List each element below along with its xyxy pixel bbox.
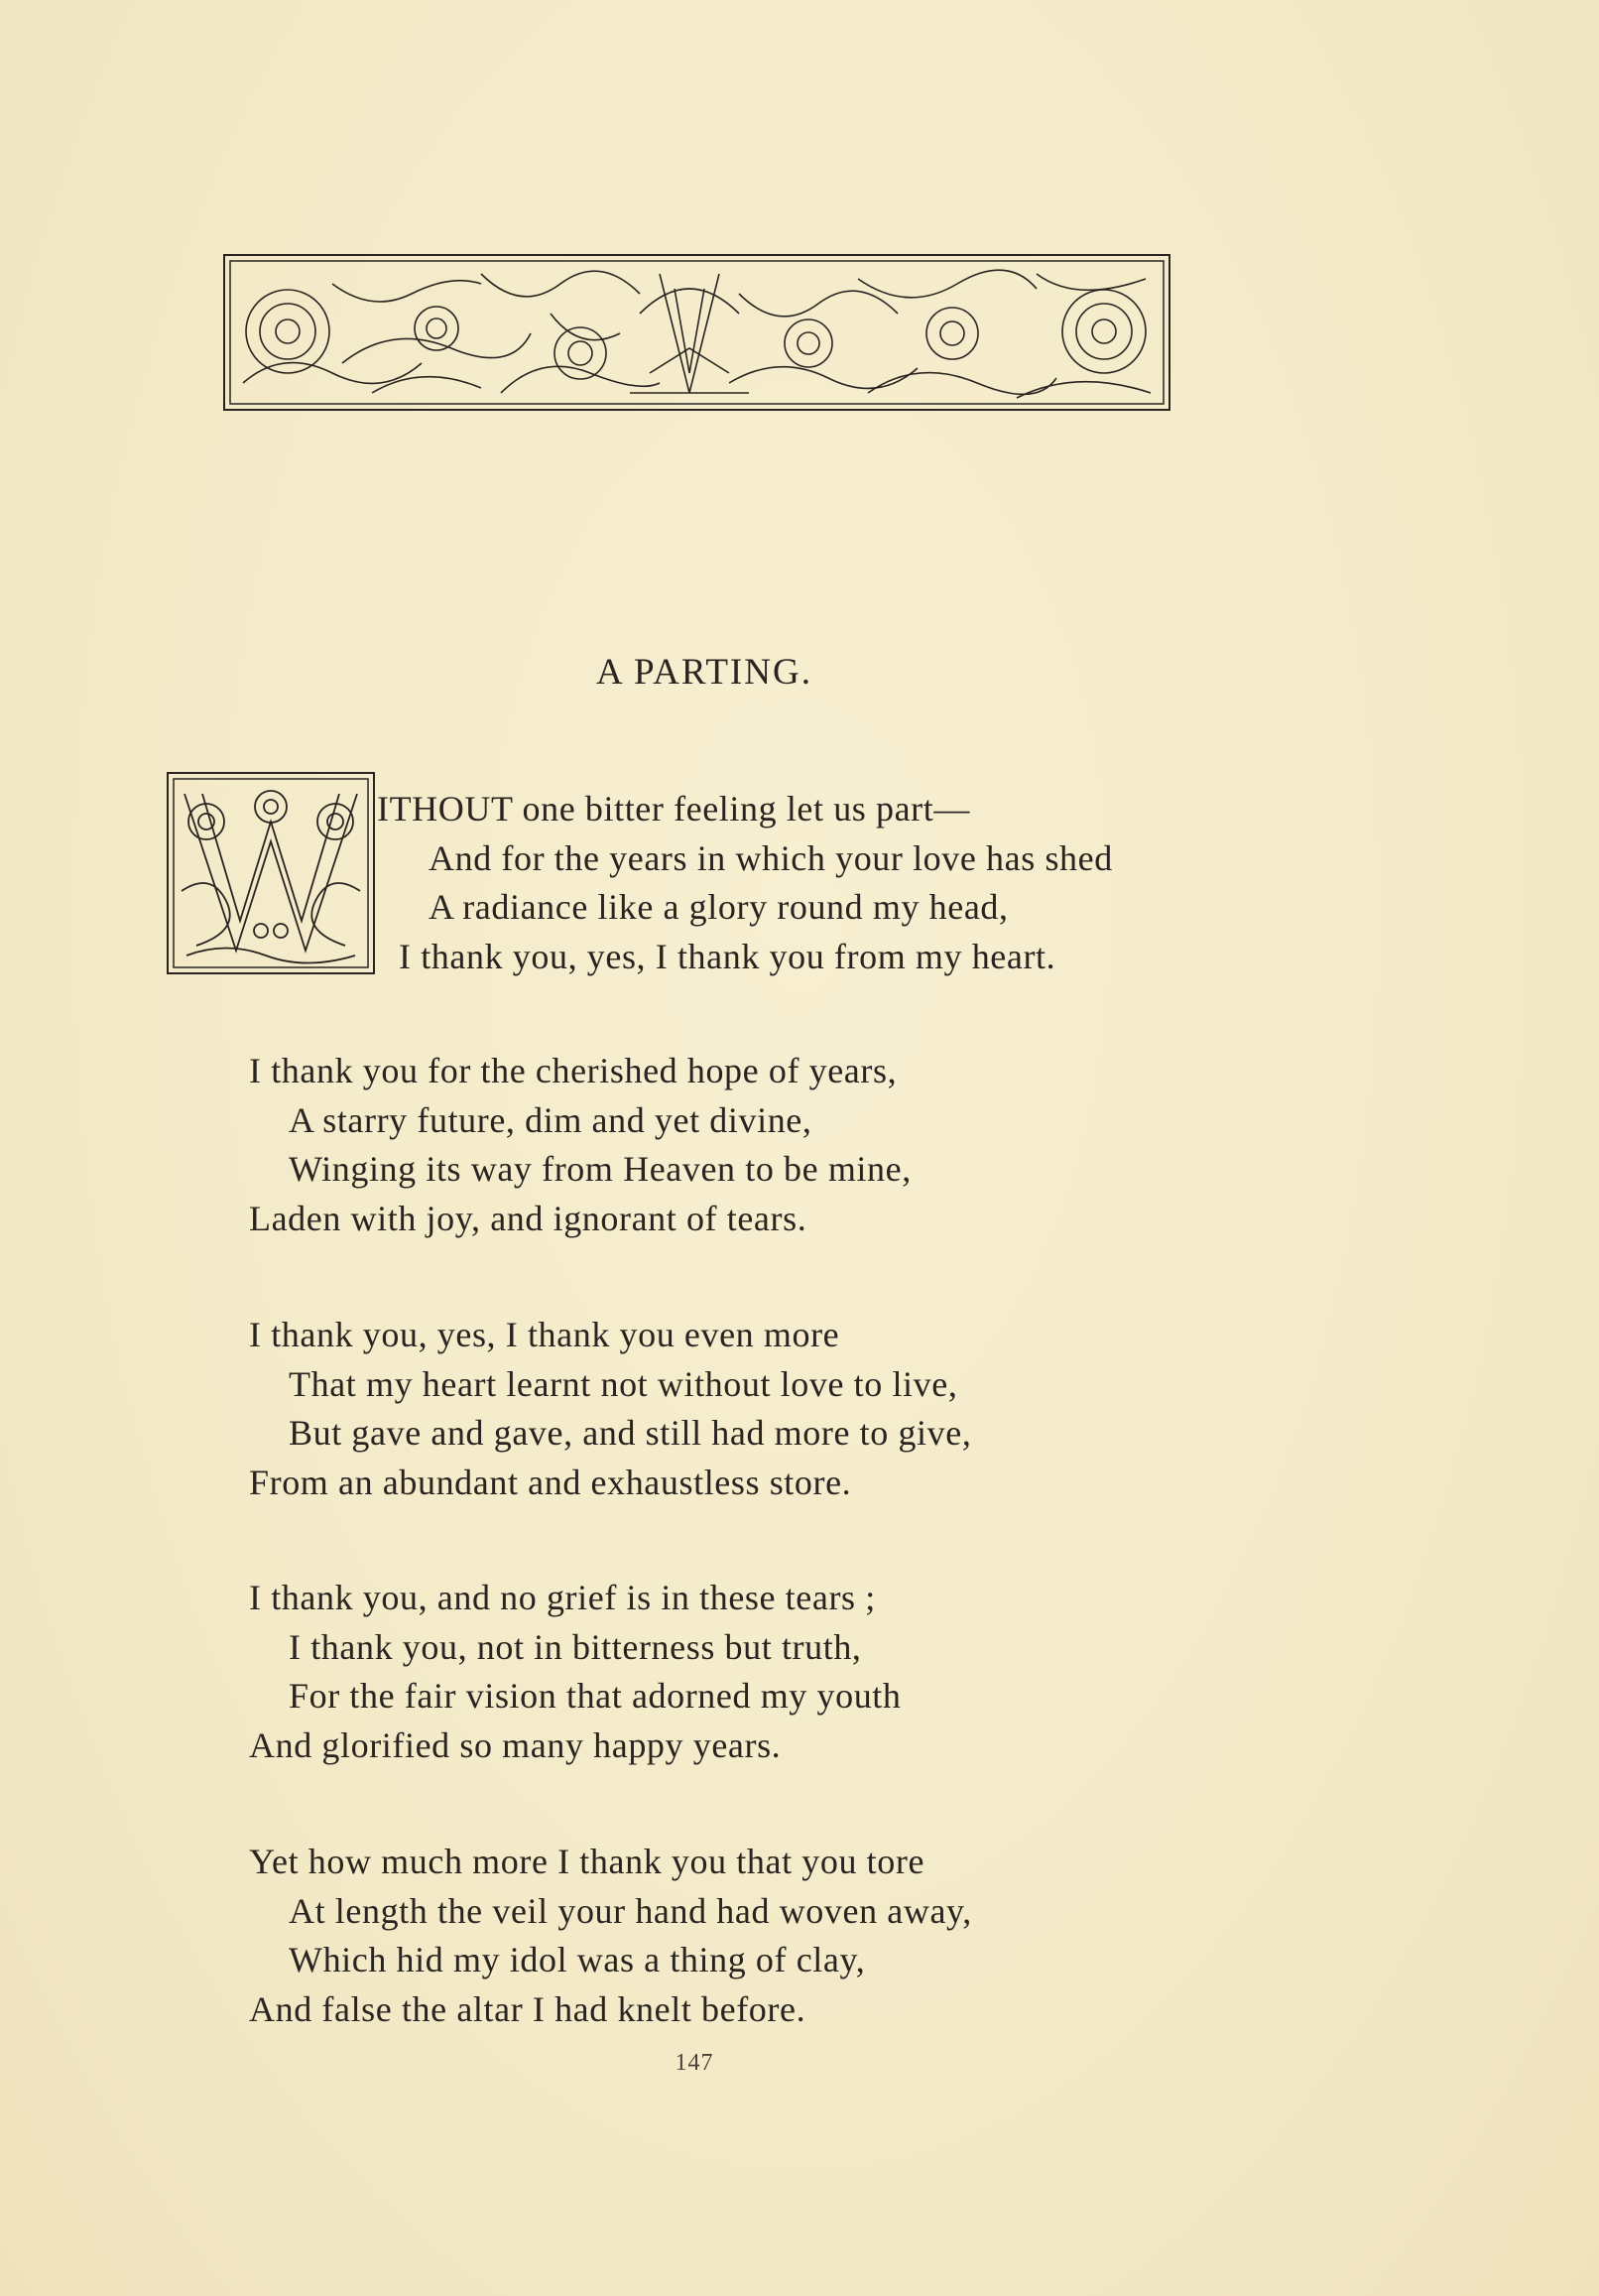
ornamental-headpiece bbox=[223, 254, 1170, 411]
stanza-5-line-2: At length the veil your hand had woven away, bbox=[289, 1891, 972, 1931]
stanza-4-line-3: For the fair vision that adorned my youth bbox=[289, 1676, 902, 1716]
stanza-1-line-1: ITHOUT one bitter feeling let us part— bbox=[377, 789, 970, 829]
stanza-1-line-2: And for the years in which your love has shed bbox=[429, 838, 1113, 878]
stanza-5-line-1: Yet how much more I thank you that you tore bbox=[249, 1842, 925, 1881]
stanza-3-line-3: But gave and gave, and still had more to give, bbox=[289, 1413, 972, 1453]
stanza-2-line-4: Laden with joy, and ignorant of tears. bbox=[249, 1199, 807, 1238]
stanza-4-line-4: And glorified so many happy years. bbox=[249, 1725, 782, 1765]
stanza-3-line-1: I thank you, yes, I thank you even more bbox=[249, 1315, 840, 1354]
ornamental-initial-w bbox=[167, 772, 375, 974]
stanza-3-line-2: That my heart learnt not without love to live, bbox=[289, 1364, 958, 1404]
page-number: 147 bbox=[675, 2050, 714, 2076]
stanza-1-line-3: A radiance like a glory round my head, bbox=[429, 887, 1009, 927]
stanza-3-line-4: From an abundant and exhaustless store. bbox=[249, 1463, 852, 1502]
stanza-4-line-2: I thank you, not in bitterness but truth, bbox=[289, 1627, 862, 1667]
stanza-2-line-2: A starry future, dim and yet divine, bbox=[289, 1100, 812, 1140]
stanza-5-line-4: And false the altar I had knelt before. bbox=[249, 1989, 806, 2029]
stanza-2-line-3: Winging its way from Heaven to be mine, bbox=[289, 1149, 912, 1189]
stanza-4-line-1: I thank you, and no grief is in these tears ; bbox=[249, 1578, 876, 1617]
stanza-2-line-1: I thank you for the cherished hope of years, bbox=[249, 1051, 898, 1090]
stanza-1-line-4: I thank you, yes, I thank you from my heart. bbox=[399, 937, 1056, 976]
poem-title: A PARTING. bbox=[596, 652, 812, 693]
stanza-5-line-3: Which hid my idol was a thing of clay, bbox=[289, 1940, 866, 1979]
